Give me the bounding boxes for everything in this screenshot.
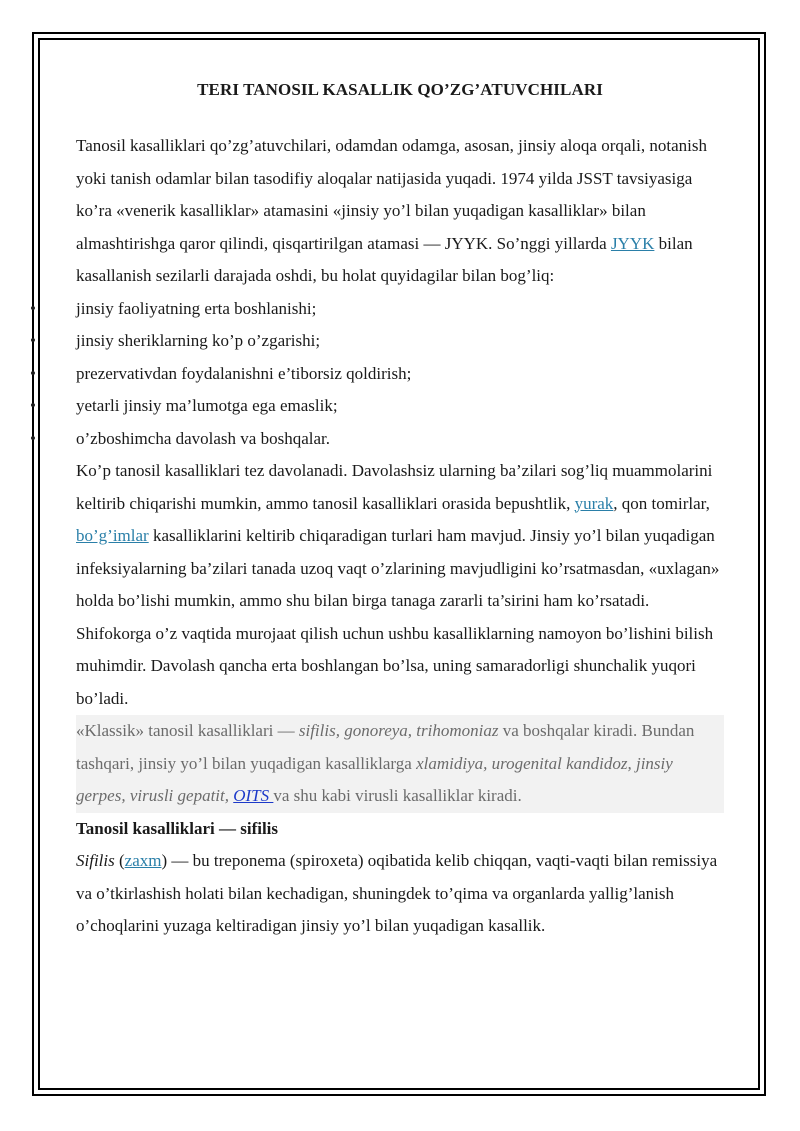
intro-paragraph	[76, 130, 724, 293]
intro-text-2: bilan kasallanish sezilarli darajada oshdi, bu holat quyidagilar bilan bog’liq:	[76, 233, 693, 285]
sifilis-term: Sifilis	[76, 851, 115, 870]
para3-text-1: (	[114, 851, 125, 870]
bullet-icon: •	[30, 363, 36, 383]
section-heading: Tanosil kasalliklari — sifilis	[76, 818, 279, 838]
list-item	[30, 390, 724, 423]
quote-text-1: «Klassik» tanosil kasalliklari —	[76, 721, 299, 740]
bullet-icon: •	[30, 331, 36, 350]
list-item-text: prezervativdan foydalanishni e’tiborsiz qoldirish;	[76, 363, 412, 383]
bullet-icon: •	[30, 298, 36, 318]
list-item-text: jinsiy sheriklarning ko’p o’zgarishi;	[76, 331, 321, 350]
bullet-icon: •	[30, 428, 36, 448]
quote-italic-2: xlamidiya, urogenital kandidoz, jinsiy gerpes, virusli gepatit,	[76, 753, 673, 805]
document-body	[30, 80, 724, 943]
bullet-icon: •	[30, 396, 36, 415]
body-paragraph	[76, 455, 724, 715]
para2-text-2: , qon tomirlar,	[613, 493, 710, 513]
sifilis-paragraph	[76, 845, 724, 943]
quote-text-2: va boshqalar kiradi. Bundan tashqari, jinsiy yo’l bilan yuqadigan kasalliklarga	[76, 721, 695, 773]
yurak-link[interactable]: yurak	[574, 493, 614, 513]
list-item-text: jinsiy faoliyatning erta boshlanishi;	[76, 298, 317, 318]
jyyk-link[interactable]: JYYK	[610, 233, 655, 253]
para2-text-3: kasalliklarini keltirib chiqaradigan turlari ham mavjud. Jinsiy yo’l bilan yuqadigan infeksiyalarning ba’zilari tanada uzoq vaqt o’zlarining mavjudligini ko’rsatmasdan, «uxlagan» holda bo’lishi mumkin, ammo shu bilan birga tanaga zararli ta’sirini ham ko’rsatadi. Shifokorga o’z vaqtida murojaat qilish uchun ushbu kasalliklarning namoyon bo’lishini bilish muhimdir. Davolash qancha erta boshlangan bo’lsa, uning samaradorligi shunchalik yuqori bo’ladi.	[76, 526, 720, 708]
causes-list	[30, 293, 724, 456]
zaxm-link[interactable]: zaxm	[124, 851, 162, 870]
para3-text-2: ) — bu treponema (spiroxeta) oqibatida kelib chiqqan, vaqti-vaqti bilan remissiya va o’tkirlashish holati bilan kechadigan, shuningdek to’qima va organlarda yallig’lanish o’choqlarini yuzaga keltiradigan jinsiy yo’l bilan yuqadigan kasallik.	[76, 851, 718, 935]
list-item-text: yetarli jinsiy ma’lumotga ega emaslik;	[76, 396, 338, 415]
quote-italic-1: sifilis, gonoreya, trihomoniaz	[298, 721, 499, 740]
list-item-text: o’zboshimcha davolash va boshqalar.	[76, 428, 330, 448]
quote-block	[76, 715, 724, 813]
document-title: TERI TANOSIL KASALLIK QO’ZG’ATUVCHILARI	[197, 80, 603, 99]
list-item	[30, 423, 724, 456]
quote-text-4: va shu kabi virusli kasalliklar kiradi.	[273, 786, 522, 805]
list-item	[30, 325, 724, 358]
oits-link[interactable]: OITS	[233, 786, 274, 805]
list-item	[30, 358, 724, 391]
intro-text-1: Tanosil kasalliklari qo’zg’atuvchilari, odamdan odamga, asosan, jinsiy aloqa orqali, notanish yoki tanish odamlar bilan tasodifiy aloqalar natijasida yuqadi. 1974 yilda JSST tavsiyasiga ko’ra «venerik kasalliklar» atamasini «jinsiy yo’l bilan yuqadigan kasalliklar» bilan almashtirishga qaror qilindi, qisqartirilgan atamasi — JYYK. So’nggi yillarda	[76, 136, 707, 253]
para2-text-1: Ko’p tanosil kasalliklari tez davolanadi. Davolashsiz ularning ba’zilari sog’liq muammolarini keltirib chiqarishi mumkin, ammo tanosil kasalliklari orasida bepushtlik,	[76, 461, 713, 513]
bogimlar-link[interactable]: bo’g’imlar	[76, 526, 149, 545]
list-item	[30, 293, 724, 326]
